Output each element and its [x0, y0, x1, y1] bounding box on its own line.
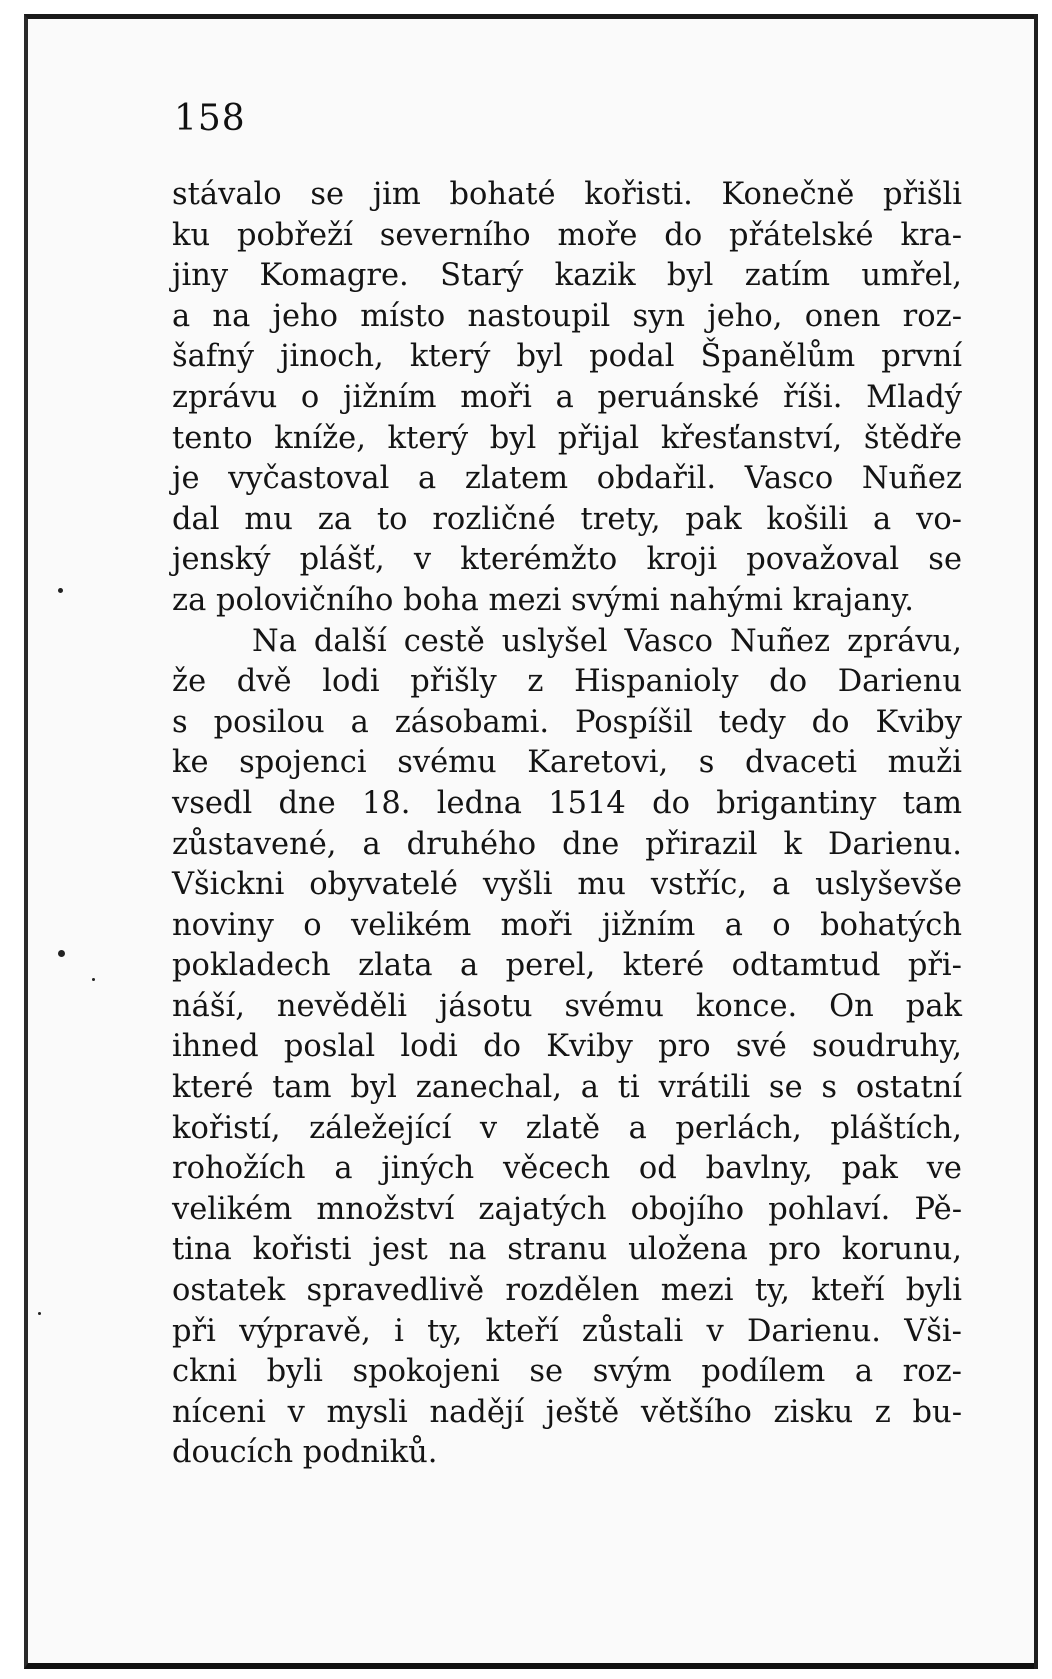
text-line: že dvě lodi přišly z Hispanioly do Darienu	[172, 664, 962, 700]
text-line: doucích podniků.	[172, 1435, 438, 1471]
scan-speck	[58, 950, 65, 957]
paragraph-start-line: Na další cestě uslyšel Vasco Nuñez zprávu,	[252, 623, 962, 659]
scan-speck	[92, 978, 95, 981]
text-line: které tam byl zanechal, a ti vrátili se s ostatní	[172, 1070, 962, 1106]
text-line: tento kníže, který byl přijal křesťanství, štědře	[172, 420, 962, 456]
text-line: dal mu za to rozličné trety, pak košili a vo-	[172, 501, 962, 537]
text-line: stávalo se jim bohaté kořisti. Konečně přišli	[172, 177, 962, 212]
text-line: kořistí, záležející v zlatě a perlách, pláštích,	[172, 1110, 962, 1146]
page-right-margin	[1036, 0, 1052, 1679]
text-line: vsedl dne 18. ledna 1514 do brigantiny tam	[172, 785, 962, 821]
text-line: zůstavené, a druhého dne přirazil k Darienu.	[172, 826, 962, 862]
text-line: je vyčastoval a zlatem obdařil. Vasco Nuñez	[172, 461, 962, 497]
text-line: zprávu o jižním moři a peruánské říši. Mladý	[172, 379, 962, 415]
text-line: ke spojenci svému Karetovi, s dvaceti muži	[172, 745, 962, 781]
text-line: velikém množství zajatých obojího pohlaví. Pě-	[172, 1191, 962, 1227]
text-line: ku pobřeží severního moře do přátelské kra-	[172, 217, 962, 253]
text-line: ihned poslal lodi do Kviby pro své soudruhy,	[172, 1029, 962, 1065]
page-number: 158	[174, 98, 246, 139]
scan-speck	[58, 588, 63, 593]
text-line: noviny o velikém moři jižním a o bohatých	[172, 907, 962, 943]
text-line: za polovičního boha mezi svými nahými krajany.	[172, 582, 914, 618]
text-line: šafný jinoch, který byl podal Španělům první	[172, 339, 962, 375]
page-right-edge	[1034, 14, 1038, 1669]
text-line: při výpravě, i ty, kteří zůstali v Darienu. Vši-	[172, 1313, 962, 1349]
text-line: rohožích a jiných věcech od bavlny, pak ve	[172, 1151, 962, 1187]
text-line: níceni v mysli nadějí ještě většího zisku z bu-	[172, 1394, 962, 1430]
text-line: pokladech zlata a perel, které odtamtud při-	[172, 948, 962, 984]
text-line: ostatek spravedlivě rozdělen mezi ty, kteří byli	[172, 1273, 962, 1309]
text-line: s posilou a zásobami. Pospíšil tedy do Kviby	[172, 704, 962, 740]
text-line: náší, nevěděli jásotu svému konce. On pak	[172, 988, 962, 1024]
body-text	[172, 175, 962, 1474]
scan-speck	[38, 1312, 41, 1315]
text-line: jiny Komagre. Starý kazik byl zatím umřel,	[172, 258, 962, 294]
text-line: Všickni obyvatelé vyšli mu vstříc, a uslyševše	[172, 867, 962, 903]
text-line: tina kořisti jest na stranu uložena pro korunu,	[172, 1232, 962, 1268]
text-line: a na jeho místo nastoupil syn jeho, onen roz-	[172, 298, 962, 334]
text-line: jenský plášť, v kterémžto kroji považoval se	[172, 542, 962, 578]
text-line: ckni byli spokojeni se svým podílem a roz-	[172, 1354, 962, 1390]
